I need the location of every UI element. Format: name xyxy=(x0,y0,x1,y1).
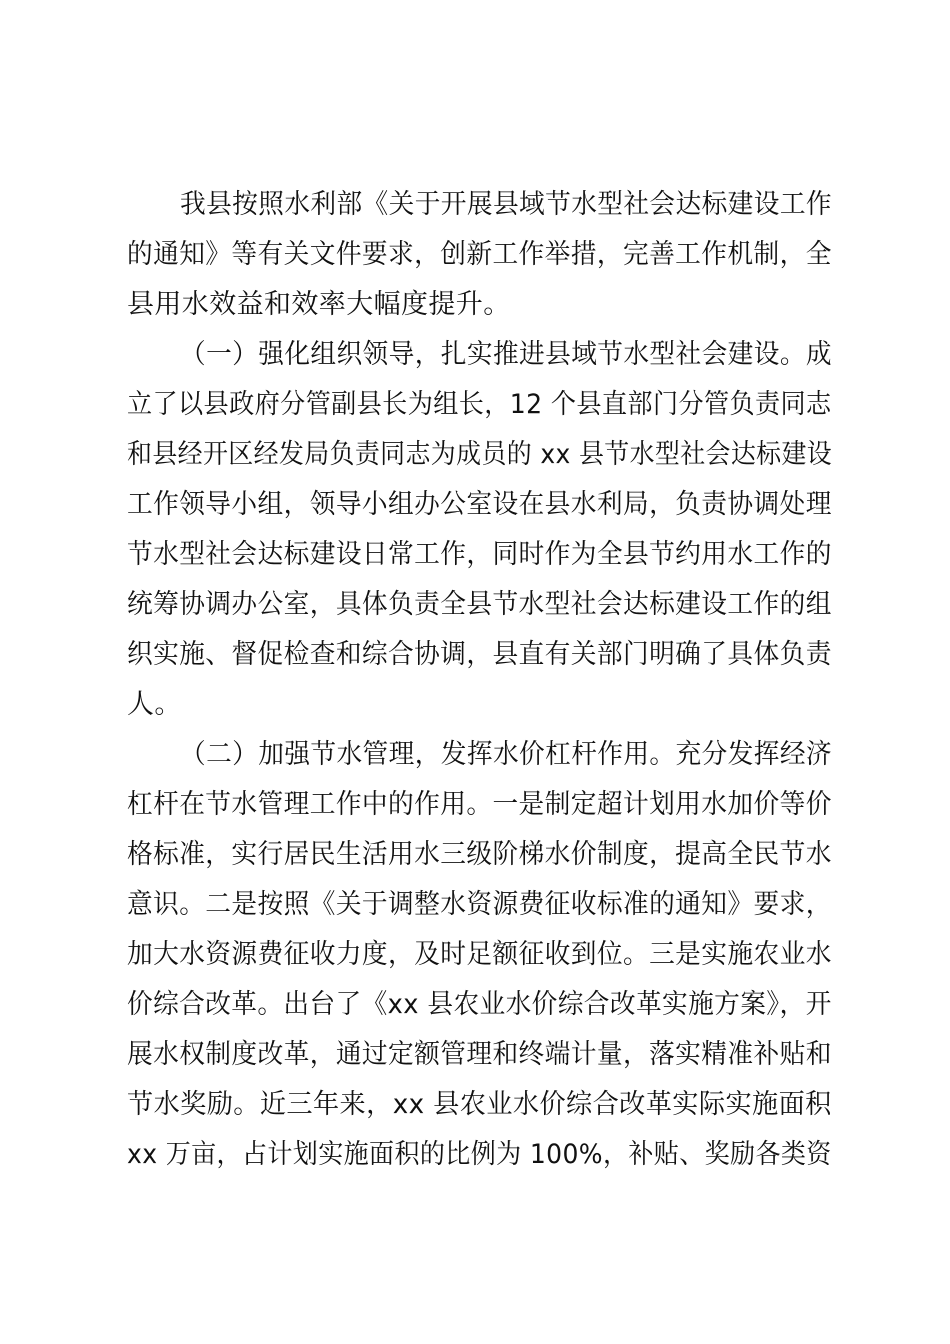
paragraph-3-line-6: 价综合改革。出台了《xx 县农业水价综合改革实施方案》，开 xyxy=(127,989,832,1020)
paragraph-2-line-5: 节水型社会达标建设日常工作，同时作为全县节约用水工作的 xyxy=(127,539,832,570)
paragraph-2-line-7: 织实施、督促检查和综合协调，县直有关部门明确了具体负责 xyxy=(127,639,832,670)
paragraph-2-line-8: 人。 xyxy=(127,689,182,720)
paragraph-3-line-9: xx 万亩，占计划实施面积的比例为 100%，补贴、奖励各类资 xyxy=(127,1139,832,1170)
paragraph-1-line-3: 县用水效益和效率大幅度提升。 xyxy=(127,289,511,320)
paragraph-2-line-6: 统筹协调办公室，具体负责全县节水型社会达标建设工作的组 xyxy=(127,589,832,620)
paragraph-1-line-2: 的通知》等有关文件要求，创新工作举措，完善工作机制，全 xyxy=(127,239,832,270)
paragraph-2-line-1: （一）强化组织领导，扎实推进县域节水型社会建设。成 xyxy=(180,339,832,370)
paragraph-3-line-2: 杠杆在节水管理工作中的作用。一是制定超计划用水加价等价 xyxy=(127,789,832,820)
paragraph-3-line-7: 展水权制度改革，通过定额管理和终端计量，落实精准补贴和 xyxy=(127,1039,832,1070)
paragraph-1-line-1: 我县按照水利部《关于开展县域节水型社会达标建设工作 xyxy=(180,189,832,220)
paragraph-3-line-1: （二）加强节水管理，发挥水价杠杆作用。充分发挥经济 xyxy=(180,739,832,770)
paragraph-3-line-8: 节水奖励。近三年来，xx 县农业水价综合改革实际实施面积 xyxy=(127,1089,832,1120)
paragraph-3-line-3: 格标准，实行居民生活用水三级阶梯水价制度，提高全民节水 xyxy=(127,839,832,870)
paragraph-2-line-4: 工作领导小组，领导小组办公室设在县水利局，负责协调处理 xyxy=(127,489,832,520)
paragraph-2-line-3: 和县经开区经发局负责同志为成员的 xx 县节水型社会达标建设 xyxy=(127,439,833,470)
paragraph-3-line-4: 意识。二是按照《关于调整水资源费征收标准的通知》要求， xyxy=(127,889,832,920)
paragraph-3-line-5: 加大水资源费征收力度，及时足额征收到位。三是实施农业水 xyxy=(127,939,832,970)
paragraph-2-line-2: 立了以县政府分管副县长为组长，12 个县直部门分管负责同志 xyxy=(127,389,832,420)
